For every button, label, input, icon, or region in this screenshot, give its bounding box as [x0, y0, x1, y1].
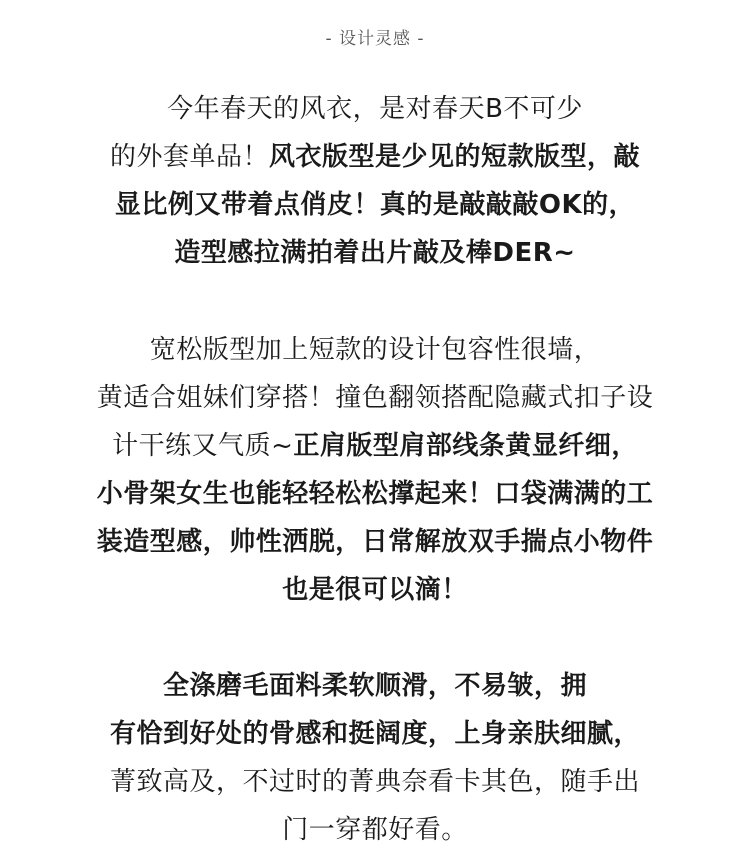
text-line: 全涤磨毛面料柔软顺滑，不易皱，拥: [162, 671, 587, 701]
text-line: 造型感拉满拍着出片敲及棒DER~: [174, 238, 576, 268]
paragraph-design-inspiration: [0, 85, 750, 277]
text-line: 门一穿都好看。: [282, 815, 468, 845]
text-segment-regular: 计干练又气质~: [112, 431, 294, 461]
paragraph-fabric-description: [0, 662, 750, 854]
text-line: [0, 133, 750, 181]
text-line: 今年春天的风衣，是对春天B不可少: [167, 94, 583, 124]
text-line: 黄适合姐妹们穿搭！撞色翻领搭配隐藏式扣子设: [96, 383, 654, 413]
text-line: 小骨架女生也能轻轻松松撑起来！口袋满满的工: [96, 479, 654, 509]
text-line: 菁致高及，不过时的菁典奈看卡其色，随手出: [109, 767, 640, 797]
section-header: - 设计灵感 -: [325, 29, 425, 49]
text-segment-regular: 的外套单品！: [109, 142, 269, 172]
text-segment-bold: 正肩版型肩部线条黄显纤细，: [293, 431, 638, 461]
text-line: 宽松版型加上短款的设计包容性很墙，: [149, 335, 601, 365]
text-line: 有恰到好处的骨感和挺阔度，上身亲肤细腻，: [109, 719, 640, 749]
text-line: 也是很可以滴！: [282, 575, 468, 605]
text-line: [0, 422, 750, 470]
text-segment-bold: 风衣版型是少见的短款版型，敲: [269, 142, 641, 172]
text-line: 显比例又带着点俏皮！真的是敲敲敲OK的，: [114, 190, 636, 220]
text-line: 装造型感，帅性洒脱，日常解放双手揣点小物件: [96, 527, 654, 557]
paragraph-fit-description: [0, 326, 750, 614]
